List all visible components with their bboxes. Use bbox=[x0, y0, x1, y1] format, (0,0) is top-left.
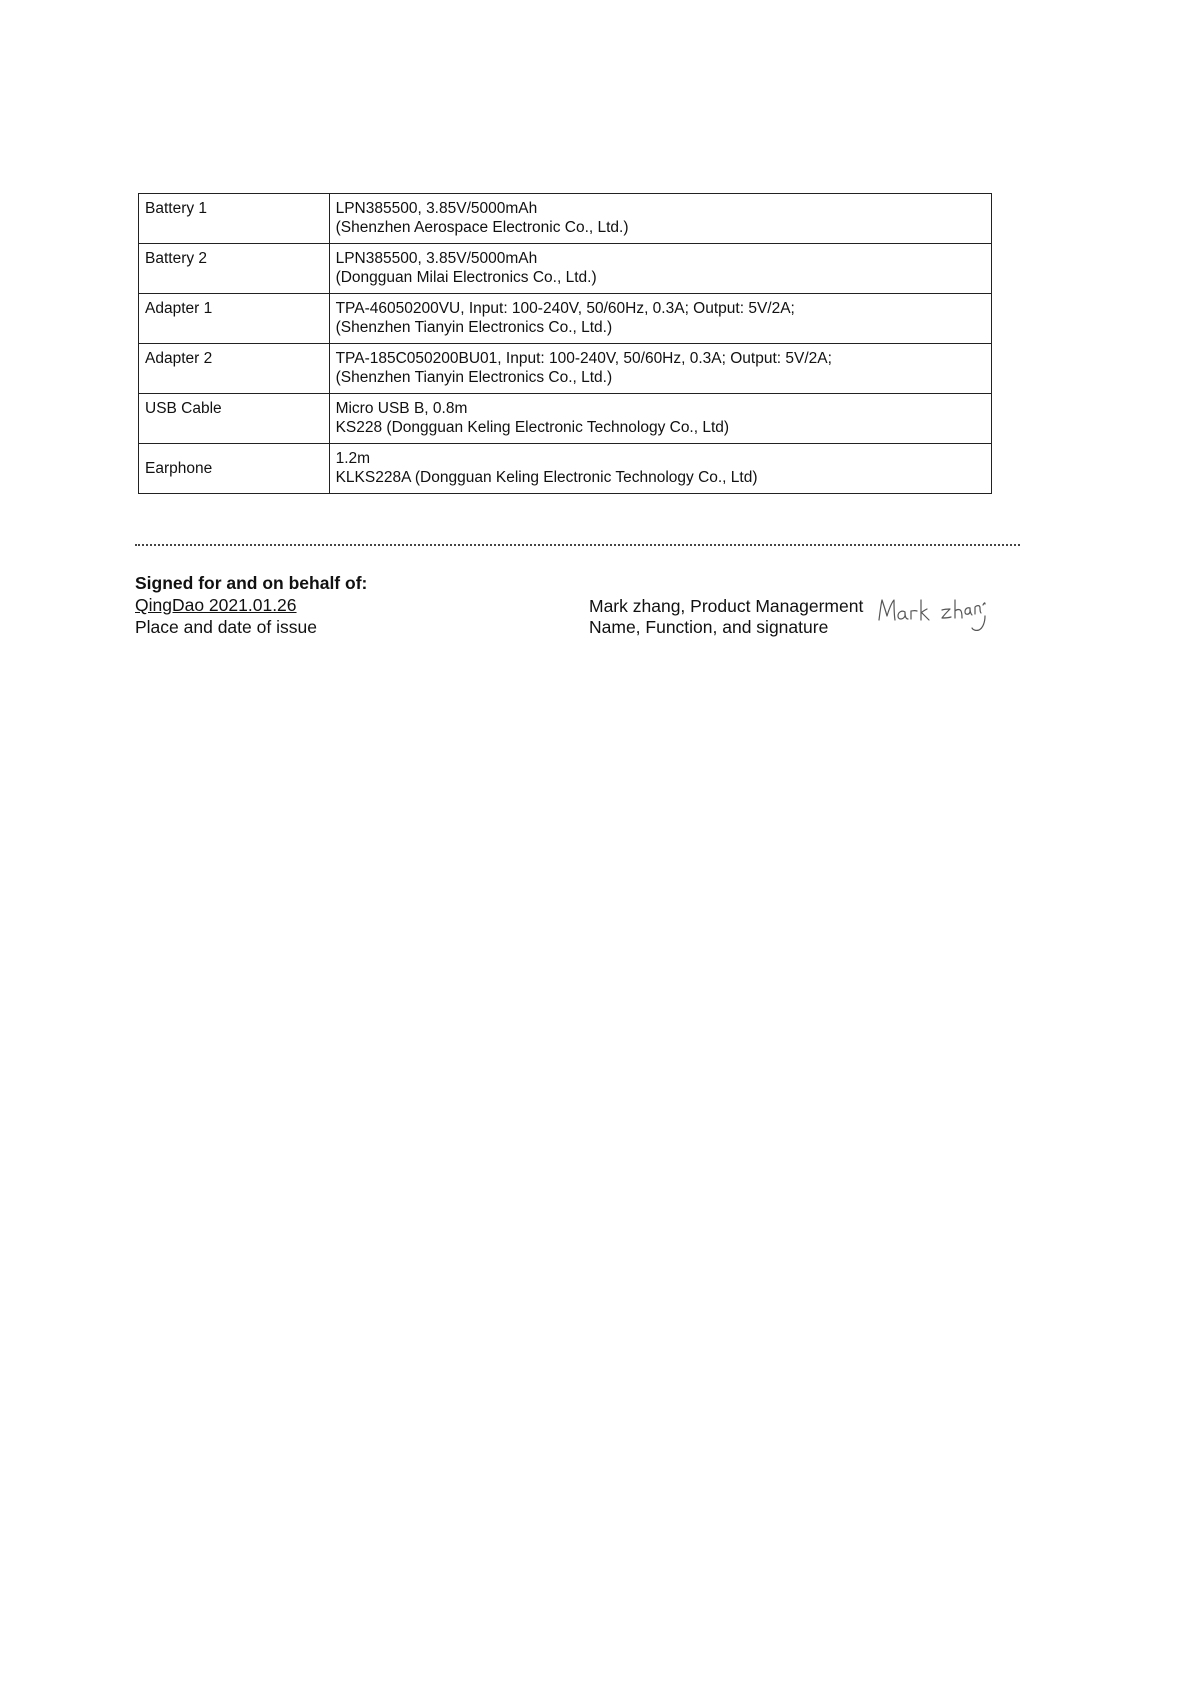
component-detail-line: KLKS228A (Dongguan Keling Electronic Technology Co., Ltd) bbox=[335, 469, 758, 486]
signatory-name-function: Mark zhang, Product Managerment bbox=[589, 596, 864, 616]
component-detail-line: (Shenzhen Tianyin Electronics Co., Ltd.) bbox=[335, 319, 613, 336]
table-row bbox=[139, 394, 992, 444]
component-detail-line: (Shenzhen Tianyin Electronics Co., Ltd.) bbox=[335, 369, 613, 386]
component-label: Adapter 1 bbox=[139, 294, 330, 344]
components-table bbox=[138, 193, 992, 494]
dotted-separator bbox=[135, 544, 1020, 546]
component-detail-line: KS228 (Dongguan Keling Electronic Technology Co., Ltd) bbox=[335, 419, 730, 436]
component-detail-line: TPA-185C050200BU01, Input: 100-240V, 50/60Hz, 0.3A; Output: 5V/2A; bbox=[335, 350, 832, 367]
table-row bbox=[139, 294, 992, 344]
place-and-date: QingDao 2021.01.26 bbox=[135, 595, 297, 615]
component-detail-line: Micro USB B, 0.8m bbox=[335, 400, 468, 417]
table-row bbox=[139, 344, 992, 394]
component-detail-line: LPN385500, 3.85V/5000mAh bbox=[335, 200, 538, 217]
signatory-caption: Name, Function, and signature bbox=[589, 617, 829, 637]
component-label: Adapter 2 bbox=[139, 344, 330, 394]
component-detail-line: 1.2m bbox=[335, 450, 371, 467]
component-detail-line: TPA-46050200VU, Input: 100-240V, 50/60Hz, 0.3A; Output: 5V/2A; bbox=[335, 300, 795, 317]
component-label: Battery 1 bbox=[139, 194, 330, 244]
component-detail-line: (Dongguan Milai Electronics Co., Ltd.) bbox=[335, 269, 597, 286]
component-details bbox=[329, 244, 991, 294]
component-detail-line: (Shenzhen Aerospace Electronic Co., Ltd.) bbox=[335, 219, 629, 236]
table-row bbox=[139, 194, 992, 244]
component-label: Earphone bbox=[139, 444, 330, 494]
component-detail-line: LPN385500, 3.85V/5000mAh bbox=[335, 250, 538, 267]
table-row bbox=[139, 444, 992, 494]
place-and-date-caption: Place and date of issue bbox=[135, 617, 317, 637]
signature-heading: Signed for and on behalf of: bbox=[135, 573, 368, 593]
component-details bbox=[329, 344, 991, 394]
component-details bbox=[329, 394, 991, 444]
component-details bbox=[329, 194, 991, 244]
handwritten-signature bbox=[876, 592, 986, 638]
component-label: USB Cable bbox=[139, 394, 330, 444]
table-row bbox=[139, 244, 992, 294]
component-label: Battery 2 bbox=[139, 244, 330, 294]
component-details bbox=[329, 294, 991, 344]
component-details bbox=[329, 444, 991, 494]
